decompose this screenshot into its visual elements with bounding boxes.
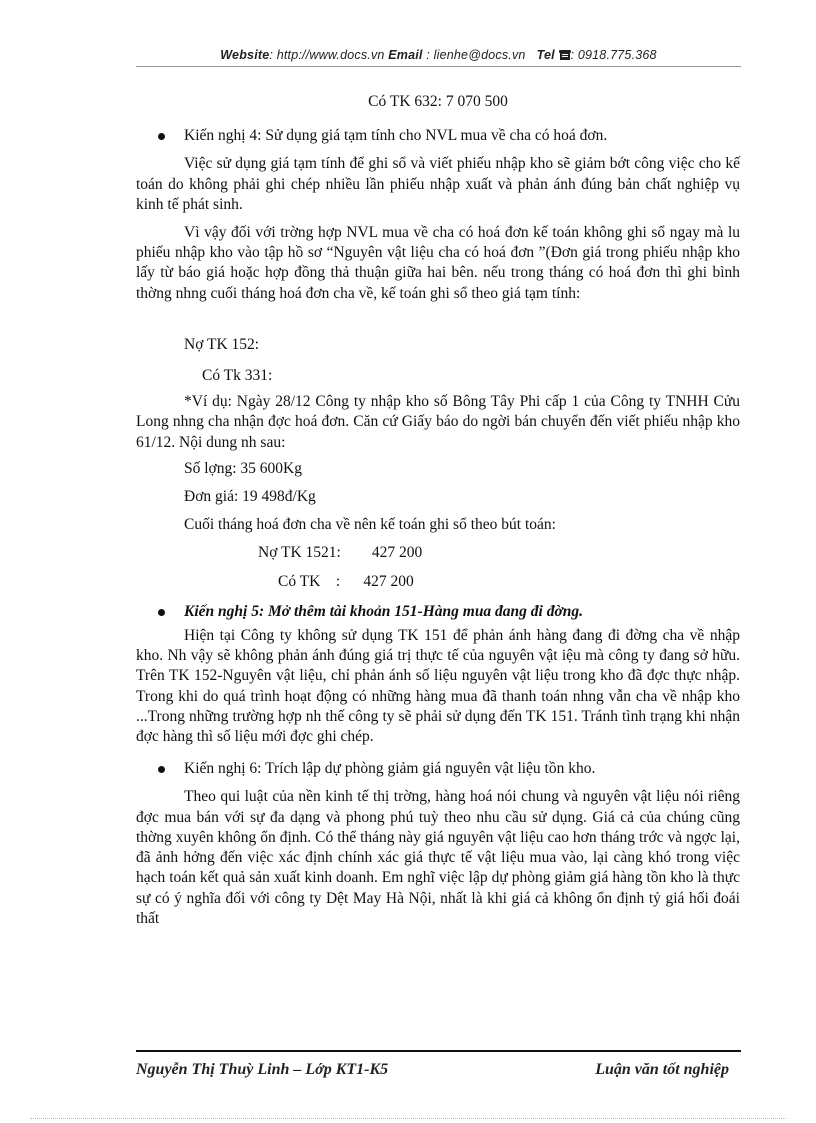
recommendation-4-text: Kiến nghị 4: Sử dụng giá tạm tính cho NVL mua về cha có hoá đơn. — [184, 127, 608, 145]
quantity-line: Số lợng: 35 600Kg — [184, 459, 302, 477]
bullet-icon — [158, 766, 165, 773]
recommendation-5 — [136, 602, 740, 622]
paragraph-account-151: Hiện tại Công ty không sử dụng TK 151 để phản ánh hàng đang đi đờng cha về nhập kho. Nh vậy sẽ không phản ánh đúng giá trị thực tế của nguyên vật iệu mà công ty đang sở hữu. Trên TK 152-Nguyên vật liệu, chỉ phản ánh số liệu nguyên vật liệu trong kho đã đợc thực nhập. Trong khi do quá trình hoạt động có những hàng mua đã thanh toán nhng vẫn cha về nhập kho ...Trong những trường hợp nh thế công ty sẽ phải sử dụng đến TK 151. Tránh tình trạng khi nhận đợc hàng thì số liệu mới đợc ghi chép. — [136, 627, 740, 746]
header-rule — [136, 66, 741, 67]
footer-doc-type: Luận văn tốt nghiệp — [595, 1061, 729, 1078]
entry-no-152: Nợ TK 152: — [184, 335, 260, 353]
paragraph-provisional-price: Việc sử dụng giá tạm tính để ghi sổ và viết phiếu nhập kho sẽ giảm bớt công việc cho kế toán do không phải ghi chép nhiều lần phiếu nhập xuất và phản ánh đúng bản chất nghiệp vụ kinh tế phát sinh. — [136, 155, 740, 213]
month-end-line: Cuối tháng hoá đơn cha về nên kế toán ghi sổ theo bút toán: — [184, 516, 556, 534]
entry-no-1521: Nợ TK 1521: 427 200 — [258, 544, 423, 562]
footer-rule — [136, 1050, 741, 1052]
paragraph-example: *Ví dụ: Ngày 28/12 Công ty nhập kho số Bông Tây Phi cấp 1 của Công ty TNHH Cửu Long nhng cha nhận đợc hoá đơn. Căn cứ Giấy báo do ngời bán chuyển đến viết phiếu nhập kho 61/12. Nội dung nh sau: — [136, 393, 740, 451]
bullet-icon — [158, 133, 165, 140]
entry-co-tk: Có TK : 427 200 — [278, 572, 414, 590]
entry-co-331: Có Tk 331: — [202, 367, 273, 385]
tel-label: Tel — [536, 48, 555, 62]
page-header — [136, 48, 741, 62]
paragraph-inventory-provision: Theo qui luật của nền kinh tế thị trờng, hàng hoá nói chung và nguyên vật liệu nói riêng đợc mua bán với sự đa dạng và phong phú tuỳ theo nhu cầu sử dụng. Giá cả của chúng cũng thờng xuyên không ổn định. Có thể tháng này giá nguyên vật liệu cao hơn tháng trớc và ngợc lại, đã ảnh hởng đến việc xác định chính xác giá thực tế vật liệu mua vào, lại càng khó trong việc hạch toán kết quả sản xuất kinh doanh. Em nghĩ việc lập dự phòng giảm giá hàng tồn kho là thực sự có ý nghĩa đối với công ty Dệt May Hà Nội, nhất là khi giá cả không ổn định tỷ giá hối đoái thất — [136, 788, 740, 927]
website-label: Website — [220, 48, 270, 62]
tel-value: : 0918.775.368 — [570, 48, 657, 62]
page-footer — [136, 1061, 741, 1079]
phone-icon — [559, 50, 571, 60]
unit-price-line: Đơn giá: 19 498đ/Kg — [184, 488, 316, 506]
entry-co-632: Có TK 632: 7 070 500 — [368, 93, 508, 110]
recommendation-6 — [136, 759, 740, 779]
recommendation-6-text: Kiến nghị 6: Trích lập dự phòng giảm giá nguyên vật liệu tồn kho. — [184, 760, 596, 778]
footer-author: Nguyễn Thị Thuỳ Linh – Lớp KT1-K5 — [136, 1061, 389, 1078]
paragraph-no-invoice-case: Vì vậy đối với trờng hợp NVL mua về cha có hoá đơn kế toán không ghi sổ ngay mà lu phiếu nhập kho vào tập hồ sơ “Nguyên vật liệu cha có hoá đơn ”(Đơn giá trong phiếu nhập kho lấy từ báo giá hoặc hợp đồng thả thuận giữa hai bên. nếu trong tháng có hoá đơn thì ghi bình thờng nhng cuối tháng hoá đơn cha về, kế toán ghi sổ theo giá tạm tính: — [136, 224, 740, 302]
recommendation-5-text: Kiến nghị 5: Mở thêm tài khoản 151-Hàng mua đang đi đờng. — [184, 602, 584, 620]
email-value: : lienhe@docs.vn — [426, 48, 526, 62]
page-bottom-border — [30, 1118, 786, 1119]
email-label: Email — [388, 48, 423, 62]
bullet-icon — [158, 609, 165, 616]
website-value: : http://www.docs.vn — [269, 48, 385, 62]
page-content — [136, 92, 740, 929]
recommendation-4 — [136, 126, 740, 146]
